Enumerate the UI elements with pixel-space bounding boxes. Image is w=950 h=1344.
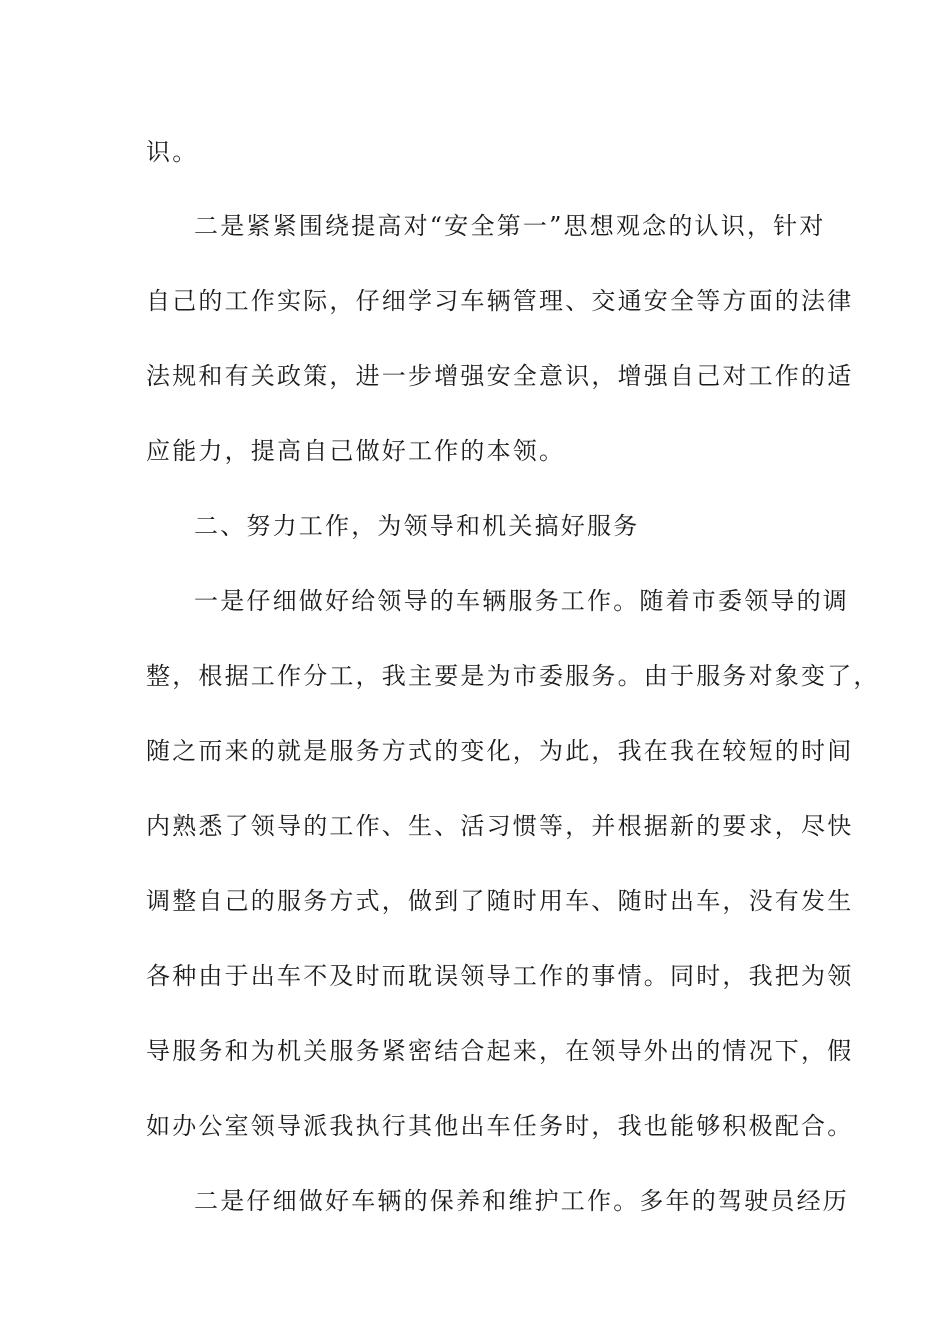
text-line-12: 各种由于出车不及时而耽误领导工作的事情。同时，我把为领 xyxy=(146,962,854,990)
text-line-4: 法规和有关政策，进一步增强安全意识，增强自己对工作的适 xyxy=(146,362,854,390)
text-line-1: 识。 xyxy=(146,138,199,166)
text-line-14: 如办公室领导派我执行其他出车任务时，我也能够积极配合。 xyxy=(146,1112,854,1140)
text-line-10: 内熟悉了领导的工作、生、活习惯等，并根据新的要求，尽快 xyxy=(146,812,854,840)
text-line-5: 应能力，提高自己做好工作的本领。 xyxy=(146,437,566,465)
text-line-11: 调整自己的服务方式，做到了随时用车、随时出车，没有发生 xyxy=(146,887,854,915)
paragraph-start-line: 二是紧紧围绕提高对“安全第一”思想观念的认识，针对 xyxy=(194,212,826,240)
text-line-13: 导服务和为机关服务紧密结合起来，在领导外出的情况下，假 xyxy=(146,1037,854,1065)
section-heading: 二、努力工作，为领导和机关搞好服务 xyxy=(194,512,640,540)
paragraph-start-line: 一是仔细做好给领导的车辆服务工作。随着市委领导的调 xyxy=(194,587,849,615)
text-line-9: 随之而来的就是服务方式的变化，为此，我在我在较短的时间 xyxy=(146,737,854,765)
paragraph-start-line: 二是仔细做好车辆的保养和维护工作。多年的驾驶员经历 xyxy=(194,1187,849,1215)
text-line-8: 整，根据工作分工，我主要是为市委服务。由于服务对象变了， xyxy=(146,662,880,690)
text-line-3: 自己的工作实际，仔细学习车辆管理、交通安全等方面的法律 xyxy=(146,287,854,315)
